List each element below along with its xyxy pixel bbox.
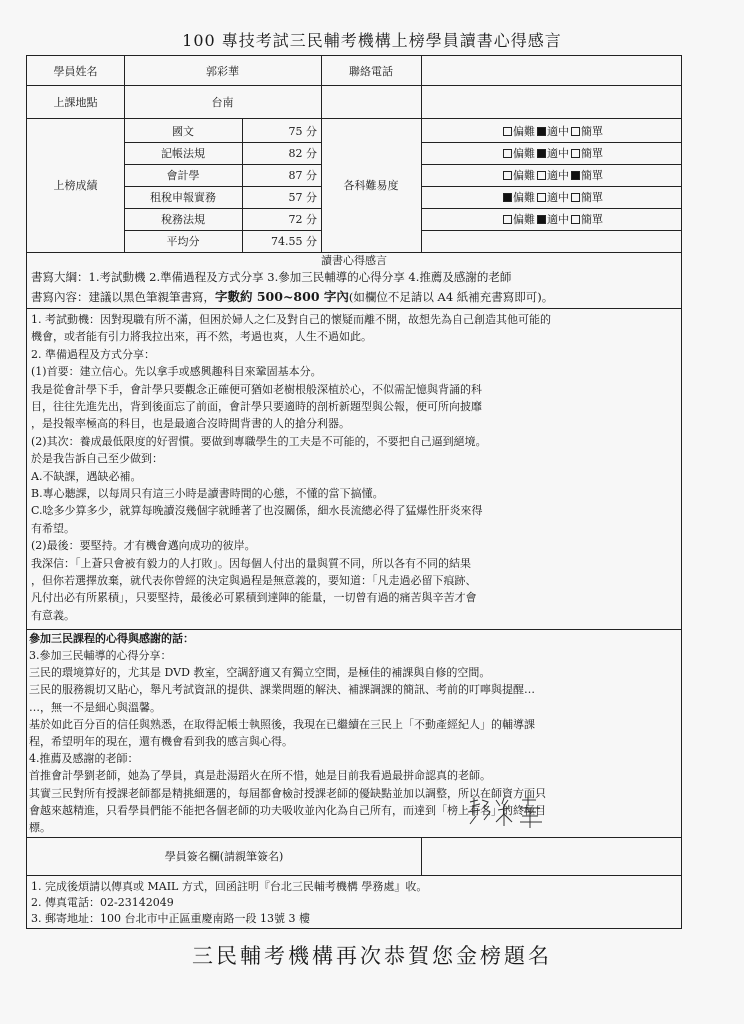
average-label: 平均分 [166,235,200,248]
location-value: 台南 [211,95,234,109]
difficulty-checkbox[interactable] [571,171,580,180]
grades-label: 上榜成績 [53,179,98,192]
feedback-line: 4.推薦及感謝的老師： [29,752,139,766]
feedback-line: 會越來越精進，只看學員們能不能把各個老師的功夫吸收並內化為自己所有，而達到「榜上有名」的終極目 [29,803,546,817]
form-table [26,55,682,929]
signature-label: 學員簽名欄(請親筆簽名) [164,850,284,863]
grade-row [124,186,321,208]
difficulty-row [421,186,683,208]
essay-line: (2)最後：要堅持。才有機會邁向成功的彼岸。 [31,539,256,553]
essay-line: 2. 準備過程及方式分享： [31,347,155,361]
difficulty-checkbox[interactable] [503,149,512,158]
essay-content-instruction [31,289,553,305]
difficulty-row [421,208,683,230]
content-prefix: 書寫內容： [31,290,89,304]
essay-line: 有意義。 [31,608,75,622]
difficulty-checkbox[interactable] [537,215,546,224]
difficulty-label: 各科難易度 [343,179,399,192]
content-text-b: 字數約 500~800 字內 [215,289,349,304]
difficulty-row [421,142,683,164]
essay-line: 於是我告訴自己至少做到： [31,452,163,466]
difficulty-option-label: 偏難 [513,169,535,182]
document-title: 100 專技考試三民輔考機構上榜學員讀書心得感言 [182,31,562,50]
difficulty-checkbox[interactable] [503,193,512,202]
outline-prefix: 書寫大綱： [31,270,89,284]
essay-line: B.專心聽課，以每周只有這三小時是讀書時間的心態，不懂的當下搞懂。 [31,487,384,500]
feedback-line: …，無一不是細心與溫馨。 [29,700,161,714]
essay-outline [31,270,511,285]
content-text-a: 建議以黑色筆親筆書寫， [88,290,215,304]
difficulty-option-label: 偏難 [513,147,535,160]
feedback-heading: 參加三民課程的心得與感謝的話： [29,632,194,645]
closing-message: 三民輔考機構再次恭賀您金榜題名 [192,944,552,968]
difficulty-checkbox[interactable] [571,215,580,224]
grade-row [124,208,321,230]
essay-line: C.唸多少算多少，就算每晚讀沒幾個字就睡著了也沒關係，細水長流總必得了猛爆性肝炎來得 [31,504,483,518]
grade-row [124,164,321,186]
subject-score: 82 分 [288,147,317,160]
grade-row [124,120,321,142]
essay-line: 目，往往先進先出，背到後面忘了前面，會計學只要適時的剖析新題型與公報，便可所向披靡 [31,400,482,413]
difficulty-checkbox[interactable] [503,171,512,180]
difficulty-option-label: 簡單 [581,191,603,204]
row-divider [27,308,681,309]
difficulty-option-label: 適中 [547,213,569,226]
handwritten-signature [464,794,554,830]
subject-score: 57 分 [288,191,317,204]
difficulty-option-label: 適中 [547,191,569,204]
difficulty-checkbox[interactable] [503,215,512,224]
feedback-line: 三民的服務親切又貼心，舉凡考試資訊的提供、課業問題的解決、補課調課的簡訊、考前的叮嚀與提醒… [29,683,535,697]
difficulty-option-label: 簡單 [581,169,603,182]
feedback-line: 三民的環境算好的，尤其是 DVD 教室，空調舒適又有獨立空間，是極佳的補課與自修的空間。 [29,666,491,680]
row-divider [421,230,681,231]
row-divider [27,875,681,876]
difficulty-row [421,120,683,142]
difficulty-checkbox[interactable] [571,193,580,202]
name-value: 郭彩華 [206,64,239,78]
difficulty-option-label: 簡單 [581,147,603,160]
note-line: 2. 傳真電話：02-23142049 [31,896,174,909]
difficulty-checkbox[interactable] [571,127,580,136]
essay-line: ，但你若選擇放棄，就代表你曾經的決定與過程是無意義的，要知道：「凡走過必留下痕跡、 [31,574,477,587]
difficulty-option-label: 偏難 [513,191,535,204]
phone-label: 聯絡電話 [349,64,393,78]
subject-score: 75 分 [288,125,317,138]
difficulty-option-label: 簡單 [581,213,603,226]
essay-line: (1)首要：建立信心。先以拿手或感興趣科目來鞏固基本分。 [31,365,322,379]
difficulty-option-label: 適中 [547,147,569,160]
difficulty-option-label: 適中 [547,169,569,182]
average-value: 74.55 分 [271,235,317,248]
essay-line: 機會，或者能有引力將我拉出來，再不然，考過也爽，人生不過如此。 [31,330,372,344]
feedback-line: 首推會計學劉老師，她為了學員，真是赴湯蹈火在所不惜，她是目前我看過最拼命認真的老師。 [29,769,491,783]
note-line: 3. 郵寄地址：100 台北市中正區重慶南路一段 13號 3 樓 [31,912,310,925]
outline-text: 1.考試動機 2.準備過程及方式分享 3.參加三民輔導的心得分享 4.推薦及感謝的老師 [88,270,512,284]
essay-line: A.不缺課，遇缺必補。 [31,469,142,483]
difficulty-checkbox[interactable] [503,127,512,136]
location-label: 上課地點 [53,95,98,109]
row-divider [27,629,681,630]
feedback-line: 3.參加三民輔導的心得分享： [29,649,172,662]
difficulty-option-label: 適中 [547,125,569,138]
average-row [124,230,321,252]
content-text-c: (如欄位不足請以 A4 紙補充書寫即可)。 [348,290,554,304]
feedback-line: 標。 [29,821,51,834]
essay-line: 我深信：「上蒼只會被有毅力的人打敗」。因每個人付出的量與質不同，所以各有不同的結果 [31,556,471,570]
subject-name: 記帳法規 [161,147,205,160]
grade-row [124,142,321,164]
subject-score: 72 分 [288,213,317,226]
feedback-line: 程，希望明年的現在，還有機會看到我的感言與心得。 [29,735,293,748]
essay-line: 我是從會計學下手，會計學只要觀念正確便可猶如老樹根般深植於心，不似需記憶與背誦的科 [31,382,482,396]
essay-line: 凡付出必有所累積」，只要堅持，最後必可累積到達陣的能量，一切曾有過的痛苦與辛苦才會 [31,591,477,605]
difficulty-checkbox[interactable] [537,127,546,136]
subject-name: 會計學 [166,169,200,182]
subject-name: 租稅申報實務 [150,191,216,204]
essay-line: 1. 考試動機：因對現職有所不滿，但困於婦人之仁及對自己的懷疑而離不開，故想先為自己創造其他可能的 [31,313,551,326]
feedback-line: 基於如此百分百的信任與熟悉，在取得記帳士執照後，我現在已繼續在三民上「不動產經紀人」的輔導課 [29,717,535,731]
col-divider [421,837,422,875]
difficulty-option-label: 偏難 [513,125,535,138]
difficulty-option-label: 偏難 [513,213,535,226]
difficulty-option-label: 簡單 [581,125,603,138]
subject-score: 87 分 [288,169,317,182]
essay-heading: 讀書心得感言 [321,254,387,267]
note-line: 1. 完成後煩請以傳真或 MAIL 方式，回函註明『台北三民輔考機構 學務處』收。 [31,880,428,893]
difficulty-checkbox[interactable] [537,149,546,158]
feedback-line: 其實三民對所有授課老師都是精挑細選的，每屆都會檢討授課老師的優缺點並加以調整，所以在師資方面只 [29,786,546,800]
phone-value [421,56,681,85]
difficulty-checkbox[interactable] [571,149,580,158]
difficulty-row [421,164,683,186]
essay-line: ，是投報率極高的科目，也是最適合沒時間背書的人的搶分利器。 [31,417,350,431]
subject-name: 國文 [172,125,194,138]
difficulty-checkbox[interactable] [537,193,546,202]
essay-line: (2)其次：養成最低限度的好習慣。要做到專職學生的工夫是不可能的，不要把自己逼到絕境。 [31,434,487,448]
essay-line: 有希望。 [31,521,75,535]
subject-name: 稅務法規 [161,213,205,226]
name-label: 學員姓名 [53,64,98,78]
difficulty-checkbox[interactable] [537,171,546,180]
